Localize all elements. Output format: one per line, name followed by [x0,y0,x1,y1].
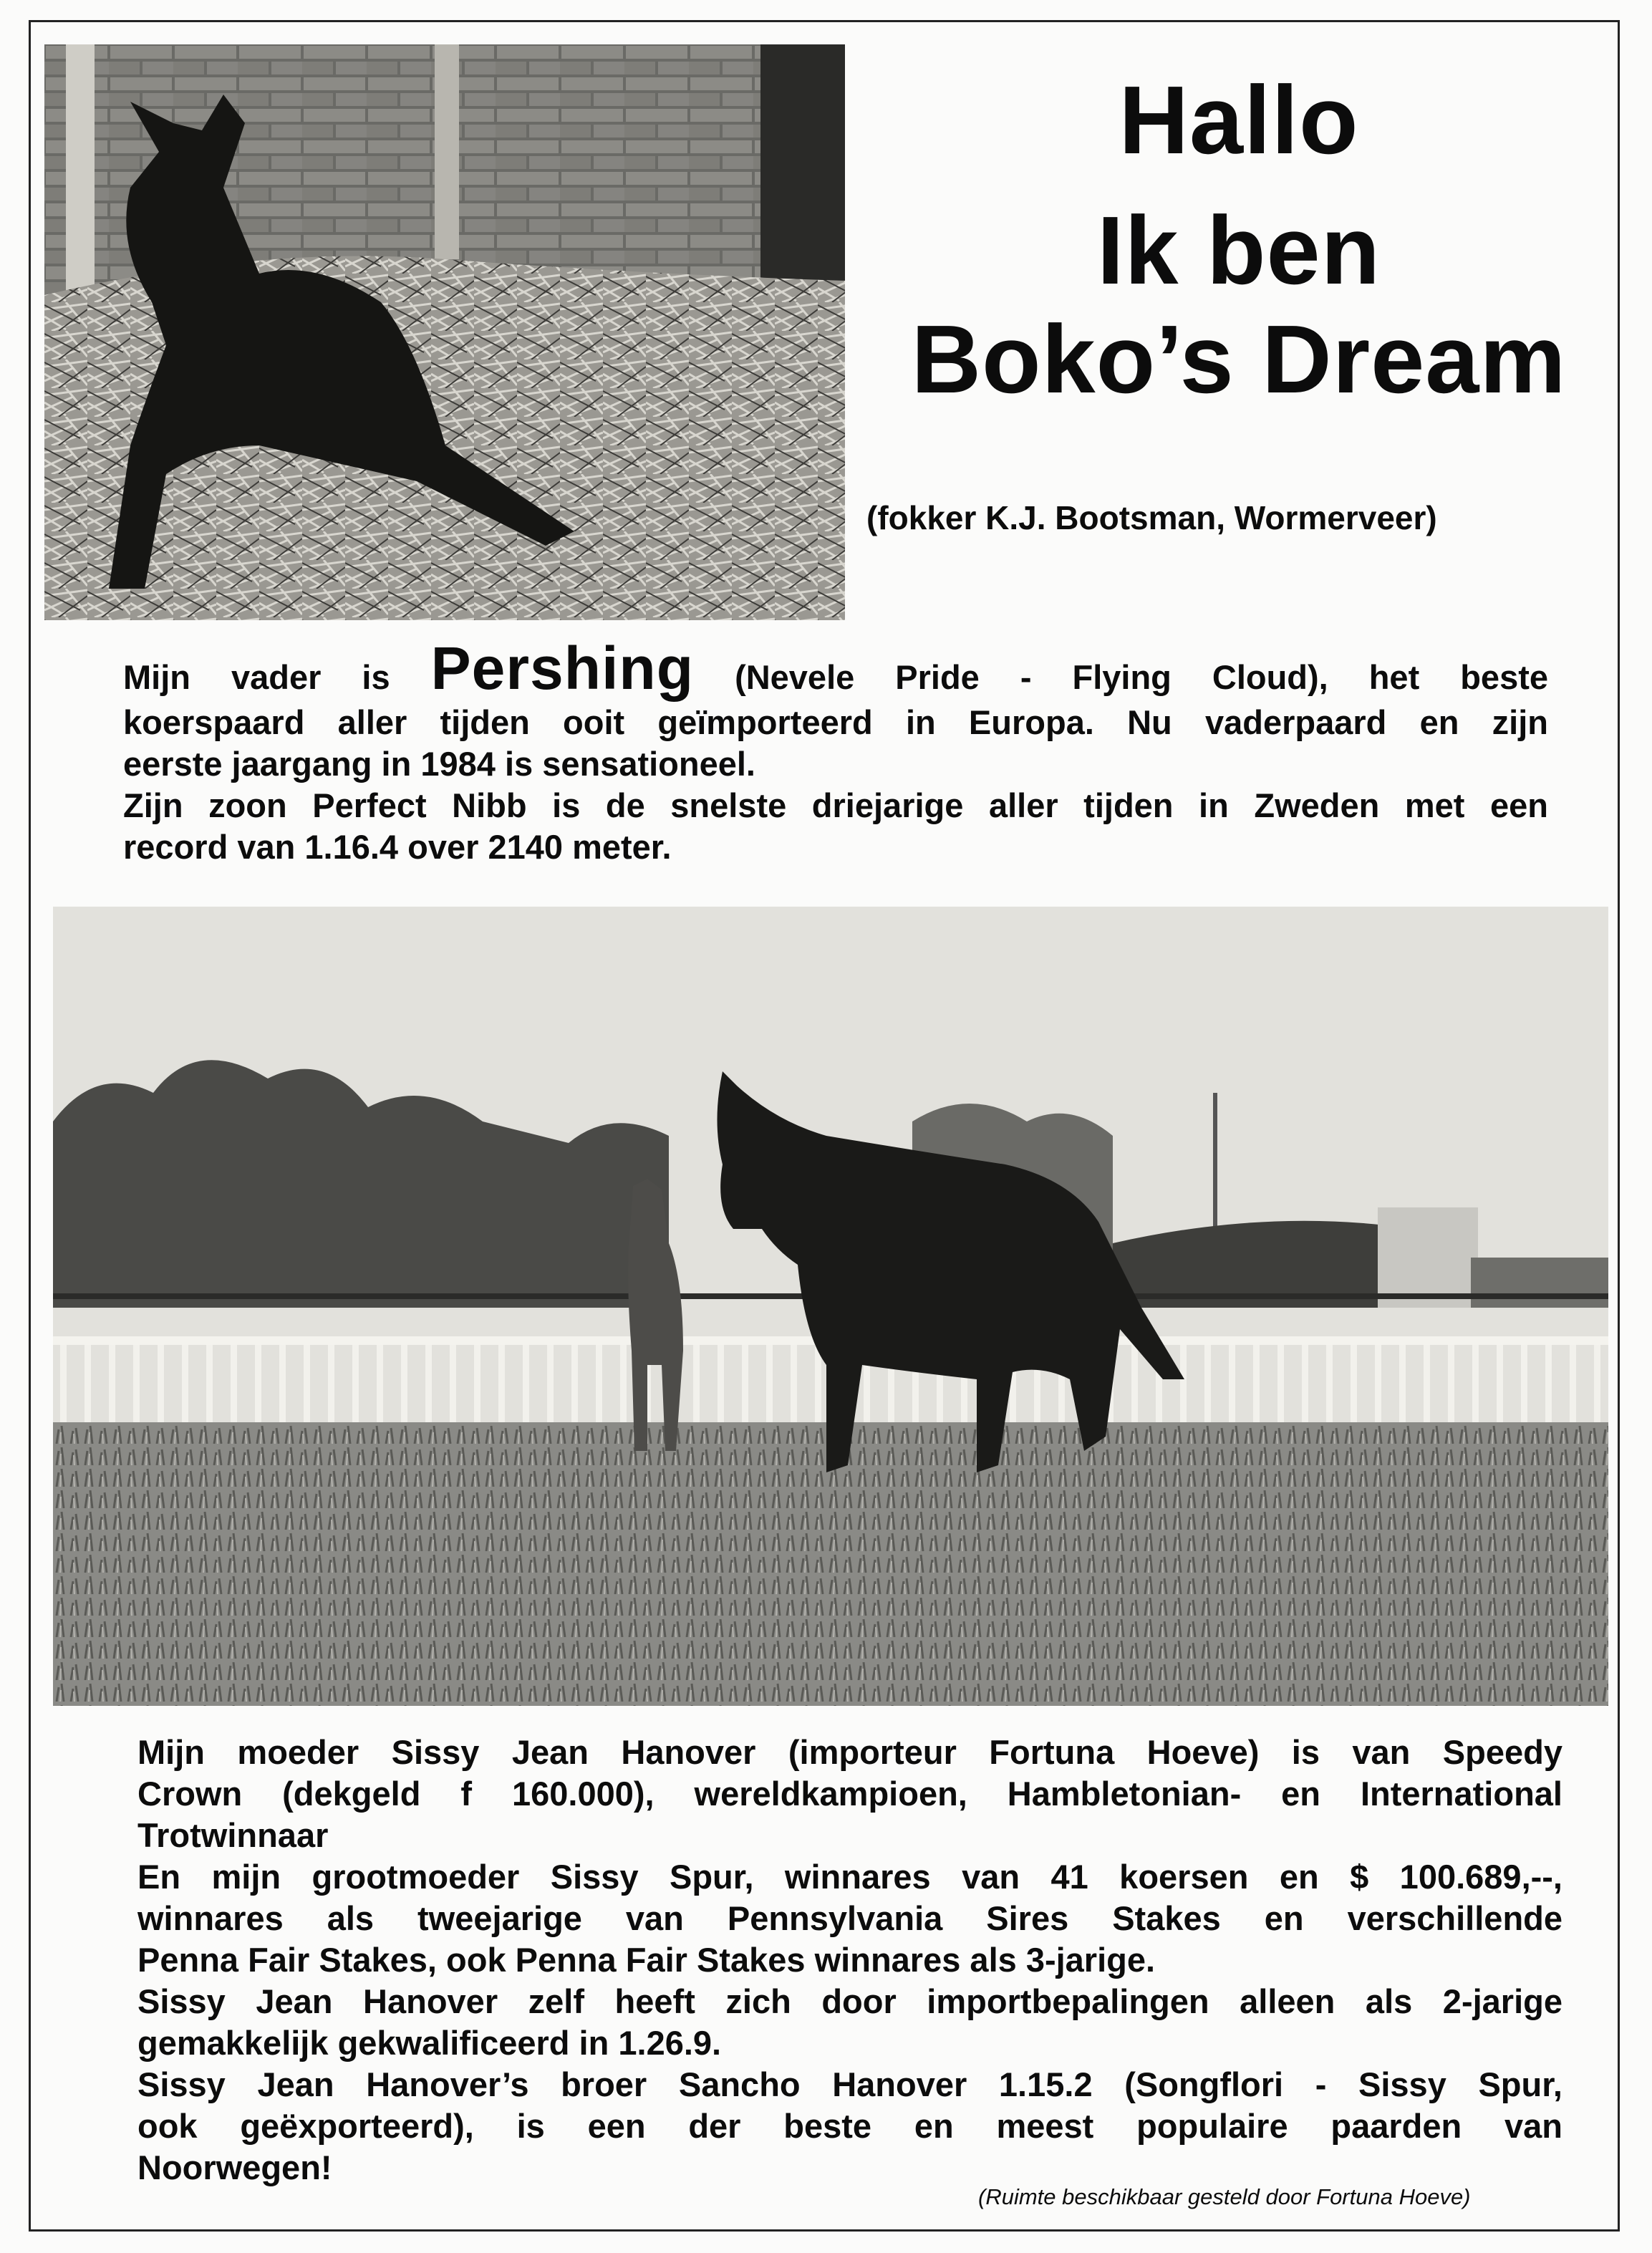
mother-line-7: Sissy Jean Hanover zelf heeft zich door importbepalingen alleen als 2-jarige [137,1982,1562,2020]
mother-line-5: winnares als tweejarige van Pennsylvania Sires Stakes en verschillende [137,1899,1562,1937]
mother-line-2: Crown (dekgeld f 160.000), wereldkampioen, Hambletonian- en International [137,1775,1562,1813]
mother-line-9: Sissy Jean Hanover’s broer Sancho Hanover 1.15.2 (Songflori - Sissy Spur, [137,2065,1562,2103]
mother-line-11: Noorwegen! [137,2148,332,2186]
father-line-3: eerste jaargang in 1984 is sensationeel. [123,745,755,783]
mother-line-3: Trotwinnaar [137,1816,329,1854]
mother-line-10: ook geëxporteerd), is een der beste en meest populaire paarden van [137,2107,1562,2145]
foal-in-straw-photo [44,44,845,620]
father-intro: Mijn vader is [123,658,390,696]
mother-line-6: Penna Fair Stakes, ook Penna Fair Stakes winnares als 3-jarige. [137,1941,1156,1979]
breeder-credit: (fokker K.J. Bootsman, Wormerveer) [866,499,1437,536]
father-name: Pershing [430,635,695,702]
headline-line-1: Hallo [1119,66,1359,174]
headline-line-3: Boko’s Dream [911,305,1567,413]
father-line-4: Zijn zoon Perfect Nibb is de snelste driejarige aller tijden in Zweden met een [123,786,1548,824]
mare-and-foal-photo [53,907,1608,1706]
mother-line-4: En mijn grootmoeder Sissy Spur, winnares van 41 koersen en $ 100.689,--, [137,1858,1562,1896]
father-line-2: koerspaard aller tijden ooit geïmporteerd in Europa. Nu vaderpaard en zijn [123,703,1548,741]
mother-line-8: gemakkelijk gekwalificeerd in 1.26.9. [137,2024,722,2062]
footnote-credit: (Ruimte beschikbaar gesteld door Fortuna Hoeve) [978,2184,1471,2209]
mother-line-1: Mijn moeder Sissy Jean Hanover (importeur Fortuna Hoeve) is van Speedy [137,1733,1562,1771]
father-lineage: (Nevele Pride - Flying Cloud), het beste [735,658,1548,696]
father-line-5: record van 1.16.4 over 2140 meter. [123,828,672,866]
headline-line-2: Ik ben [1096,196,1381,304]
father-line-1 [123,637,1548,708]
